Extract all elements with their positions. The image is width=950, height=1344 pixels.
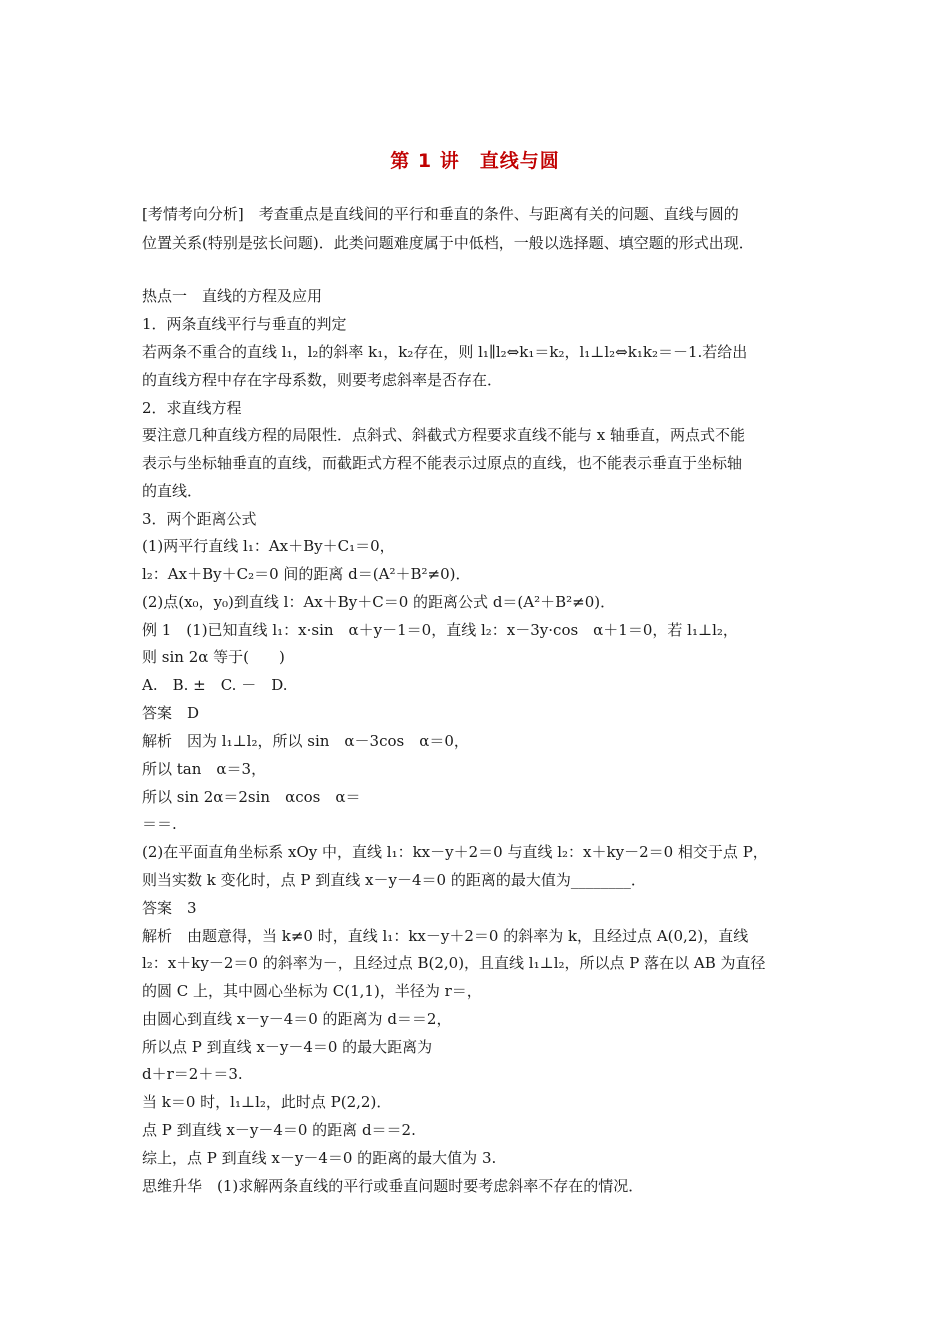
text-line: (1)两平行直线 l₁：Ax＋By＋C₁＝0， bbox=[142, 537, 395, 555]
text-line: 位置关系(特别是弦长问题)．此类问题难度属于中低档，一般以选择题、填空题的形式出现． bbox=[142, 234, 754, 252]
text-line: (2)点(x₀，y₀)到直线 l：Ax＋By＋C＝0 的距离公式 d＝(A²＋B²≠0)． bbox=[142, 593, 616, 611]
text-line: d＋r＝2＋＝3. bbox=[142, 1065, 243, 1083]
text-line: 的圆 C 上，其中圆心坐标为 C(1,1)，半径为 r＝， bbox=[142, 982, 482, 1000]
text-line: 的直线． bbox=[142, 482, 203, 500]
text-line: 3．两个距离公式 bbox=[142, 510, 257, 528]
text-line: 由圆心到直线 x－y－4＝0 的距离为 d＝＝2， bbox=[142, 1010, 452, 1028]
summary-line: 思维升华 (1)求解两条直线的平行或垂直问题时要考虑斜率不存在的情况． bbox=[142, 1177, 644, 1195]
answer-line: 答案 3 bbox=[142, 899, 197, 917]
text-line: (2)在平面直角坐标系 xOy 中，直线 l₁：kx－y＋2＝0 与直线 l₂：x＋ky－2＝0 相交于点 P， bbox=[142, 843, 768, 861]
text-line: 则当实数 k 变化时，点 P 到直线 x－y－4＝0 的距离的最大值为________． bbox=[142, 871, 646, 889]
text-line: 1．两条直线平行与垂直的判定 bbox=[142, 315, 347, 333]
analysis-line: 解析 因为 l₁⊥l₂，所以 sin α－3cos α＝0， bbox=[142, 732, 469, 750]
text-line: 当 k＝0 时，l₁⊥l₂，此时点 P(2,2)． bbox=[142, 1093, 392, 1111]
text-line: 综上，点 P 到直线 x－y－4＝0 的距离的最大值为 3. bbox=[142, 1149, 497, 1167]
text-line: ＝＝. bbox=[142, 815, 177, 833]
text-line: [考情考向分析] 考查重点是直线间的平行和垂直的条件、与距离有关的问题、直线与圆的 bbox=[142, 205, 739, 223]
text-line: 则 sin 2α 等于( ) bbox=[142, 648, 285, 666]
text-line: 点 P 到直线 x－y－4＝0 的距离 d＝＝2. bbox=[142, 1121, 416, 1139]
answer-line: 答案 D bbox=[142, 704, 200, 722]
page-title: 第 1 讲 直线与圆 bbox=[390, 150, 560, 172]
text-line: 的直线方程中存在字母系数，则要考虑斜率是否存在． bbox=[142, 371, 503, 389]
text-line: 若两条不重合的直线 l₁，l₂的斜率 k₁，k₂存在，则 l₁∥l₂⇔k₁＝k₂，l₁⊥l₂⇔k₁k₂＝－1.若给出 bbox=[142, 343, 748, 361]
example-heading: 例 1 (1)已知直线 l₁：x·sin α＋y－1＝0，直线 l₂：x－3y·cos α＋1＝0，若 l₁⊥l₂， bbox=[142, 621, 738, 639]
text-line: 2．求直线方程 bbox=[142, 399, 242, 417]
section-heading: 热点一 直线的方程及应用 bbox=[142, 287, 323, 305]
text-line: 所以 tan α＝3， bbox=[142, 760, 267, 778]
text-line: 所以点 P 到直线 x－y－4＝0 的最大距离为 bbox=[142, 1038, 433, 1056]
text-line: l₂：Ax＋By＋C₂＝0 间的距离 d＝(A²＋B²≠0)． bbox=[142, 565, 471, 583]
text-line: 所以 sin 2α＝2sin αcos α＝ bbox=[142, 788, 361, 806]
choice-options: A. B. ± C. － D. bbox=[142, 676, 288, 694]
text-line: l₂：x＋ky－2＝0 的斜率为－，且经过点 B(2,0)，且直线 l₁⊥l₂，所以点 P 落在以 AB 为直径 bbox=[142, 954, 766, 972]
text-line: 表示与坐标轴垂直的直线，而截距式方程不能表示过原点的直线，也不能表示垂直于坐标轴 bbox=[142, 454, 743, 472]
analysis-line: 解析 由题意得，当 k≠0 时，直线 l₁：kx－y＋2＝0 的斜率为 k，且经过点 A(0,2)，直线 bbox=[142, 927, 749, 945]
text-line: 要注意几种直线方程的局限性．点斜式、斜截式方程要求直线不能与 x 轴垂直，两点式不能 bbox=[142, 426, 745, 444]
